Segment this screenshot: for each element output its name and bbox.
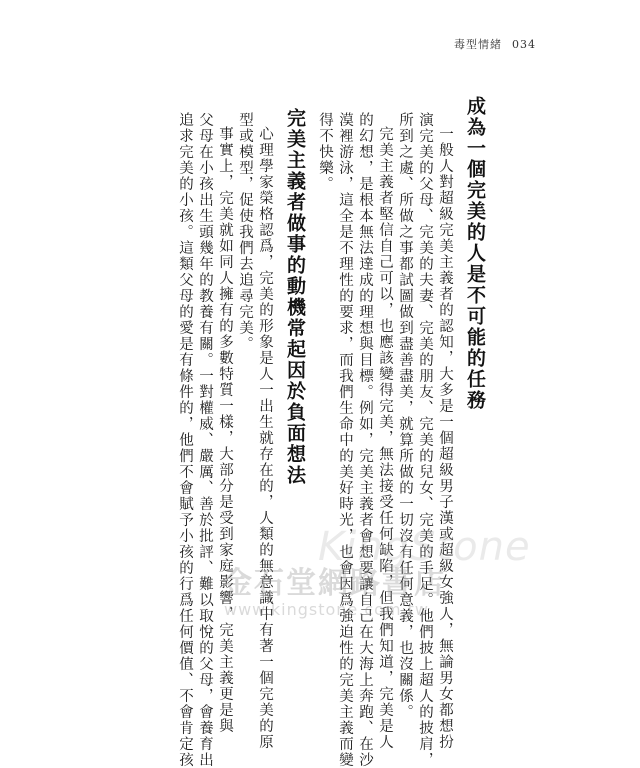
body-line: 一般人對超級完美主義者的認知，大多是一個超級男子漢或超級女強人，無論男女都想扮 — [437, 126, 453, 750]
running-title: 毒型情緒 — [454, 38, 502, 51]
body-line: 完美主義者堅信自己可以，也應該變得完美，無法接受任何缺陷，但我們知道，完美是人 — [377, 126, 393, 750]
body-line: 演完美的父母、完美的夫妻、完美的朋友、完美的兒女、完美的手足。他們披上超人的披肩， — [417, 112, 433, 768]
body-line: 的幻想，是根本無法達成的理想與目標。例如，完美主義者會想要讓自己在大海上奔跑、在沙 — [357, 112, 373, 768]
body-line: 漠裡游泳，這全是不理性的要求，而我們生命中的美好時光，也會因爲強迫性的完美主義而變 — [337, 112, 353, 768]
body-line: 所到之處、所做之事都試圖做到盡善盡美，就算所做的一切沒有任何意義，也沒關係。 — [397, 112, 413, 720]
running-header — [454, 36, 536, 52]
body-line: 型或模型，促使我們去追尋完美。 — [237, 112, 253, 352]
watermark-logo: KingStone — [318, 524, 531, 570]
page-number: 034 — [512, 38, 536, 51]
body-line: 心理學家榮格認爲，完美的形象是人一出生就存在的，人類的無意識中有著一個完美的原 — [257, 126, 273, 750]
section-heading-impossible-task: 成為一個完美的人是不可能的任務 — [464, 96, 486, 411]
section-heading-negative-motivation: 完美主義者做事的動機常起因於負面想法 — [284, 108, 306, 486]
watermark-store-name: 金石堂網路書店 — [222, 566, 446, 601]
body-line: 追求完美的小孩。這類父母的愛是有條件的，他們不會賦予小孩的行爲任何價值、不會肯定孩 — [177, 112, 193, 768]
watermark-url: www.kingstone.com.tw — [224, 600, 429, 619]
body-line: 事實上，完美就如同人擁有的多數特質一樣，大部分是受到家庭影響，完美主義更是與 — [217, 126, 233, 734]
body-line: 父母在小孩出生頭幾年的教養有關。一對權威、嚴厲、善於批評、難以取悅的父母，會養育出 — [197, 112, 213, 768]
body-line: 得不快樂。 — [317, 112, 333, 192]
